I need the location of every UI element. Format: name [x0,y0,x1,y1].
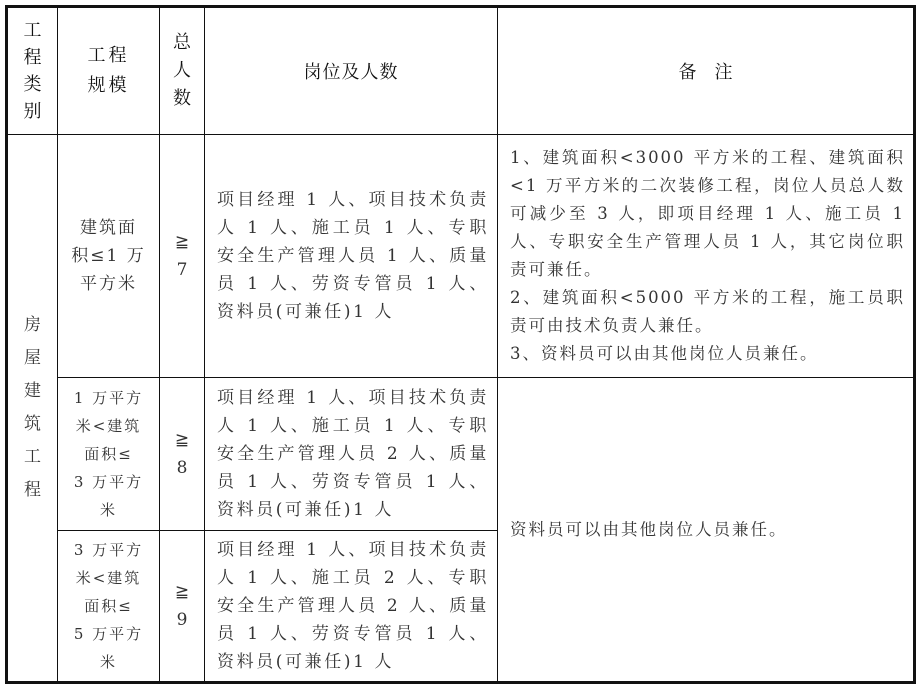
scale-cell [58,378,160,531]
staffing-table [5,5,916,684]
header-notes: 备 注 [498,7,915,135]
header-category-char: 别 [23,101,42,122]
total-value: 7 [176,260,188,280]
total-value: 9 [176,610,188,630]
scale-line: 米<建筑 [75,417,142,435]
scale-line: 面积≤ [84,597,133,615]
category-cell [7,135,58,683]
scale-line: 米 [99,653,117,671]
posts-cell: 项目经理 1 人、项目技术负责人 1 人、施工员 1 人、专职安全生产管理人员 1 人、质量员 1 人、劳资专管员 1 人、资料员(可兼任)1 人 [205,135,498,378]
scale-line: 3 万平方 [73,473,144,491]
scale-line: 面积≤ [84,445,133,463]
total-cell [160,378,205,531]
scale-line: 平方米 [80,274,137,294]
scale-line: 1 万平方 [73,389,144,407]
header-category-char: 类 [23,74,42,95]
total-value: 8 [176,458,188,478]
scale-line: 5 万平方 [73,625,144,643]
header-scale-label: 工程规模 [87,45,130,96]
scale-line: 米 [99,501,117,519]
posts-cell: 项目经理 1 人、项目技术负责人 1 人、施工员 1 人、专职安全生产管理人员 2 人、质量员 1 人、劳资专管员 1 人、资料员(可兼任)1 人 [205,378,498,531]
gte-symbol: ≧ [174,430,190,450]
header-total-char: 总 [173,32,191,53]
posts-cell: 项目经理 1 人、项目技术负责人 1 人、施工员 2 人、专职安全生产管理人员 2 人、质量员 1 人、劳资专管员 1 人、资料员(可兼任)1 人 [205,531,498,683]
note-item: 3、资料员可以由其他岗位人员兼任。 [510,344,819,363]
gte-symbol: ≧ [174,582,190,602]
scale-cell [58,531,160,683]
header-total-char: 数 [173,88,191,109]
header-row [7,7,915,135]
category-char: 程 [24,480,41,500]
category-char: 工 [24,447,41,467]
notes-cell [498,135,915,378]
total-cell [160,135,205,378]
category-char: 建 [24,381,41,401]
scale-line: 3 万平方 [73,541,144,559]
header-scale [58,7,160,135]
scale-line: 米<建筑 [75,569,142,587]
category-char: 房 [24,315,41,335]
total-cell [160,531,205,683]
header-total [160,7,205,135]
header-total-char: 人 [173,60,191,81]
scale-cell [58,135,160,378]
gte-symbol: ≧ [174,232,190,252]
category-char: 筑 [24,414,41,434]
note-item: 1、建筑面积<3000 平方米的工程、建筑面积<1 万平方米的二次装修工程，岗位人员总人数可减少至 3 人，即项目经理 1 人、施工员 1 人、专职安全生产管理人员 1 人，其它岗位职责可兼任。 [510,148,905,279]
header-category-char: 工 [23,20,42,41]
scale-line: 积≤1 万 [71,246,146,266]
category-char: 屋 [24,348,41,368]
note-item: 2、建筑面积<5000 平方米的工程，施工员职责可由技术负责人兼任。 [510,288,905,335]
table-row [7,378,915,531]
header-category-char: 程 [23,47,42,68]
header-posts: 岗位及人数 [205,7,498,135]
table-row [7,135,915,378]
merged-notes-cell: 资料员可以由其他岗位人员兼任。 [498,378,915,683]
header-category [7,7,58,135]
scale-line: 建筑面 [80,218,137,238]
